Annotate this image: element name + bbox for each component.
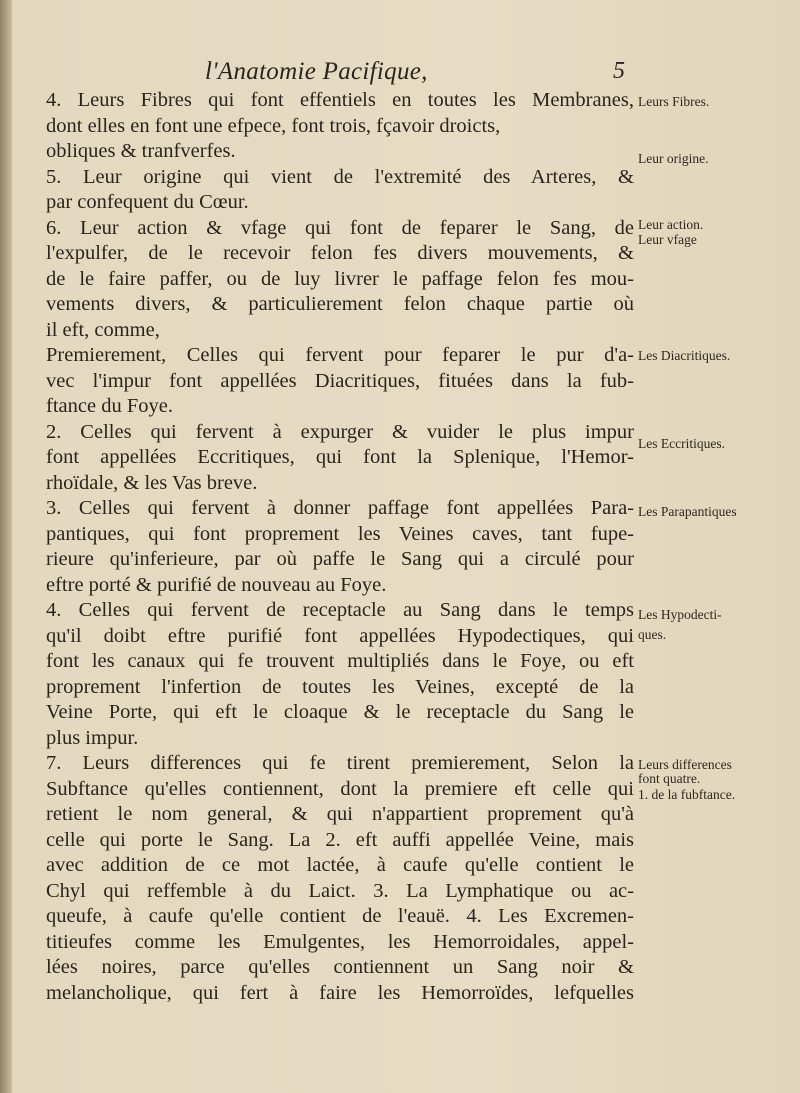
text-line: 4. Leurs Fibres qui font effentiels en toutes les Membranes, xyxy=(46,89,634,111)
text-line: qu'il doibt eftre purifié font appellées Hypodectiques, qui xyxy=(46,624,634,647)
text-line: vec l'impur font appellées Diacritiques, fituées dans la fub- xyxy=(46,369,634,392)
margin-note: font quatre. xyxy=(638,771,701,786)
text-line: 7. Leurs differences qui fe tirent premierement, Selon la xyxy=(46,752,634,774)
text-line: font les canaux qui fe trouvent multipliés dans le Foye, ou eft xyxy=(46,650,634,672)
margin-note: Leurs Fibres. xyxy=(638,94,710,109)
text-line: 3. Celles qui fervent à donner paffage font appellées Para- xyxy=(46,497,634,519)
margin-note: Les Hypodecti- xyxy=(638,607,722,622)
text-line: queufe, à caufe qu'elle contient de l'eauë. 4. Les Excremen- xyxy=(46,905,634,927)
text-line: de le faire paffer, ou de luy livrer le paffage felon fes mou- xyxy=(46,267,634,290)
text-line: font appellées Eccritiques, qui font la Splenique, l'Hemor- xyxy=(46,446,634,468)
text-line: eftre porté & purifié de nouveau au Foye. xyxy=(46,573,387,596)
text-line: Subftance qu'elles contiennent, dont la premiere eft celle qui xyxy=(46,777,634,800)
text-line: par confequent du Cœur. xyxy=(46,191,249,213)
text-line: celle qui porte le Sang. La 2. eft auffi appellée Veine, mais xyxy=(46,828,634,851)
text-line: retient le nom general, & qui n'appartient proprement qu'à xyxy=(46,803,634,825)
text-line: plus impur. xyxy=(46,726,139,749)
margin-note: Les Parapantiques xyxy=(638,504,737,519)
text-line: 5. Leur origine qui vient de l'extremité des Arteres, & xyxy=(46,165,634,188)
margin-note: Leur origine. xyxy=(638,151,709,166)
text-line: 6. Leur action & vfage qui font de feparer le Sang, de xyxy=(46,216,634,239)
text-line: 2. Celles qui fervent à expurger & vuider le plus impur xyxy=(46,420,634,443)
margin-note: Les Eccritiques. xyxy=(638,436,725,451)
text-line: rieure qu'inferieure, par où paffe le Sang qui a circulé pour xyxy=(46,548,634,570)
text-line: ftance du Foye. xyxy=(46,395,173,417)
text-line: melancholique, qui fert à faire les Hemorroïdes, lefquelles xyxy=(46,981,634,1004)
text-line: obliques & tranfverfes. xyxy=(46,140,236,162)
margin-note: Leur action. xyxy=(638,217,704,232)
text-line: 4. Celles qui fervent de receptacle au Sang dans le temps xyxy=(46,599,634,621)
running-title: l'Anatomie Pacifique, xyxy=(205,58,428,85)
margin-note: Leur vfage xyxy=(638,232,697,247)
text-line: Chyl qui reffemble à du Laict. 3. La Lymphatique ou ac- xyxy=(46,879,634,902)
text-line: Veine Porte, qui eft le cloaque & le receptacle du Sang le xyxy=(46,701,634,723)
text-line: rhoïdale, & les Vas breve. xyxy=(46,471,258,494)
text-line: vements divers, & particulierement felon chaque partie où xyxy=(46,293,634,315)
text-line: lées noires, parce qu'elles contiennent un Sang noir & xyxy=(46,956,634,978)
text-line: avec addition de ce mot lactée, à caufe qu'elle contient le xyxy=(46,854,634,876)
margin-note: 1. de la fubftance. xyxy=(638,787,736,802)
text-line: il eft, comme, xyxy=(46,318,160,341)
text-line: titieufes comme les Emulgentes, les Hemorroidales, appel- xyxy=(46,930,634,953)
margin-note: ques. xyxy=(638,627,667,642)
margin-note: Les Diacritiques. xyxy=(638,348,731,363)
text-line: pantiques, qui font proprement les Veines caves, tant fupe- xyxy=(46,522,634,545)
margin-note: Leurs differences xyxy=(638,757,732,772)
text-line: proprement l'infertion de toutes les Veines, excepté de la xyxy=(46,675,634,698)
text-line: Premierement, Celles qui fervent pour feparer le pur d'a- xyxy=(46,344,634,366)
page-number: 5 xyxy=(613,58,625,84)
text-line: l'expulfer, de le recevoir felon fes divers mouvements, & xyxy=(46,242,634,264)
text-line: dont elles en font une efpece, font trois, fçavoir droicts, xyxy=(46,114,501,137)
